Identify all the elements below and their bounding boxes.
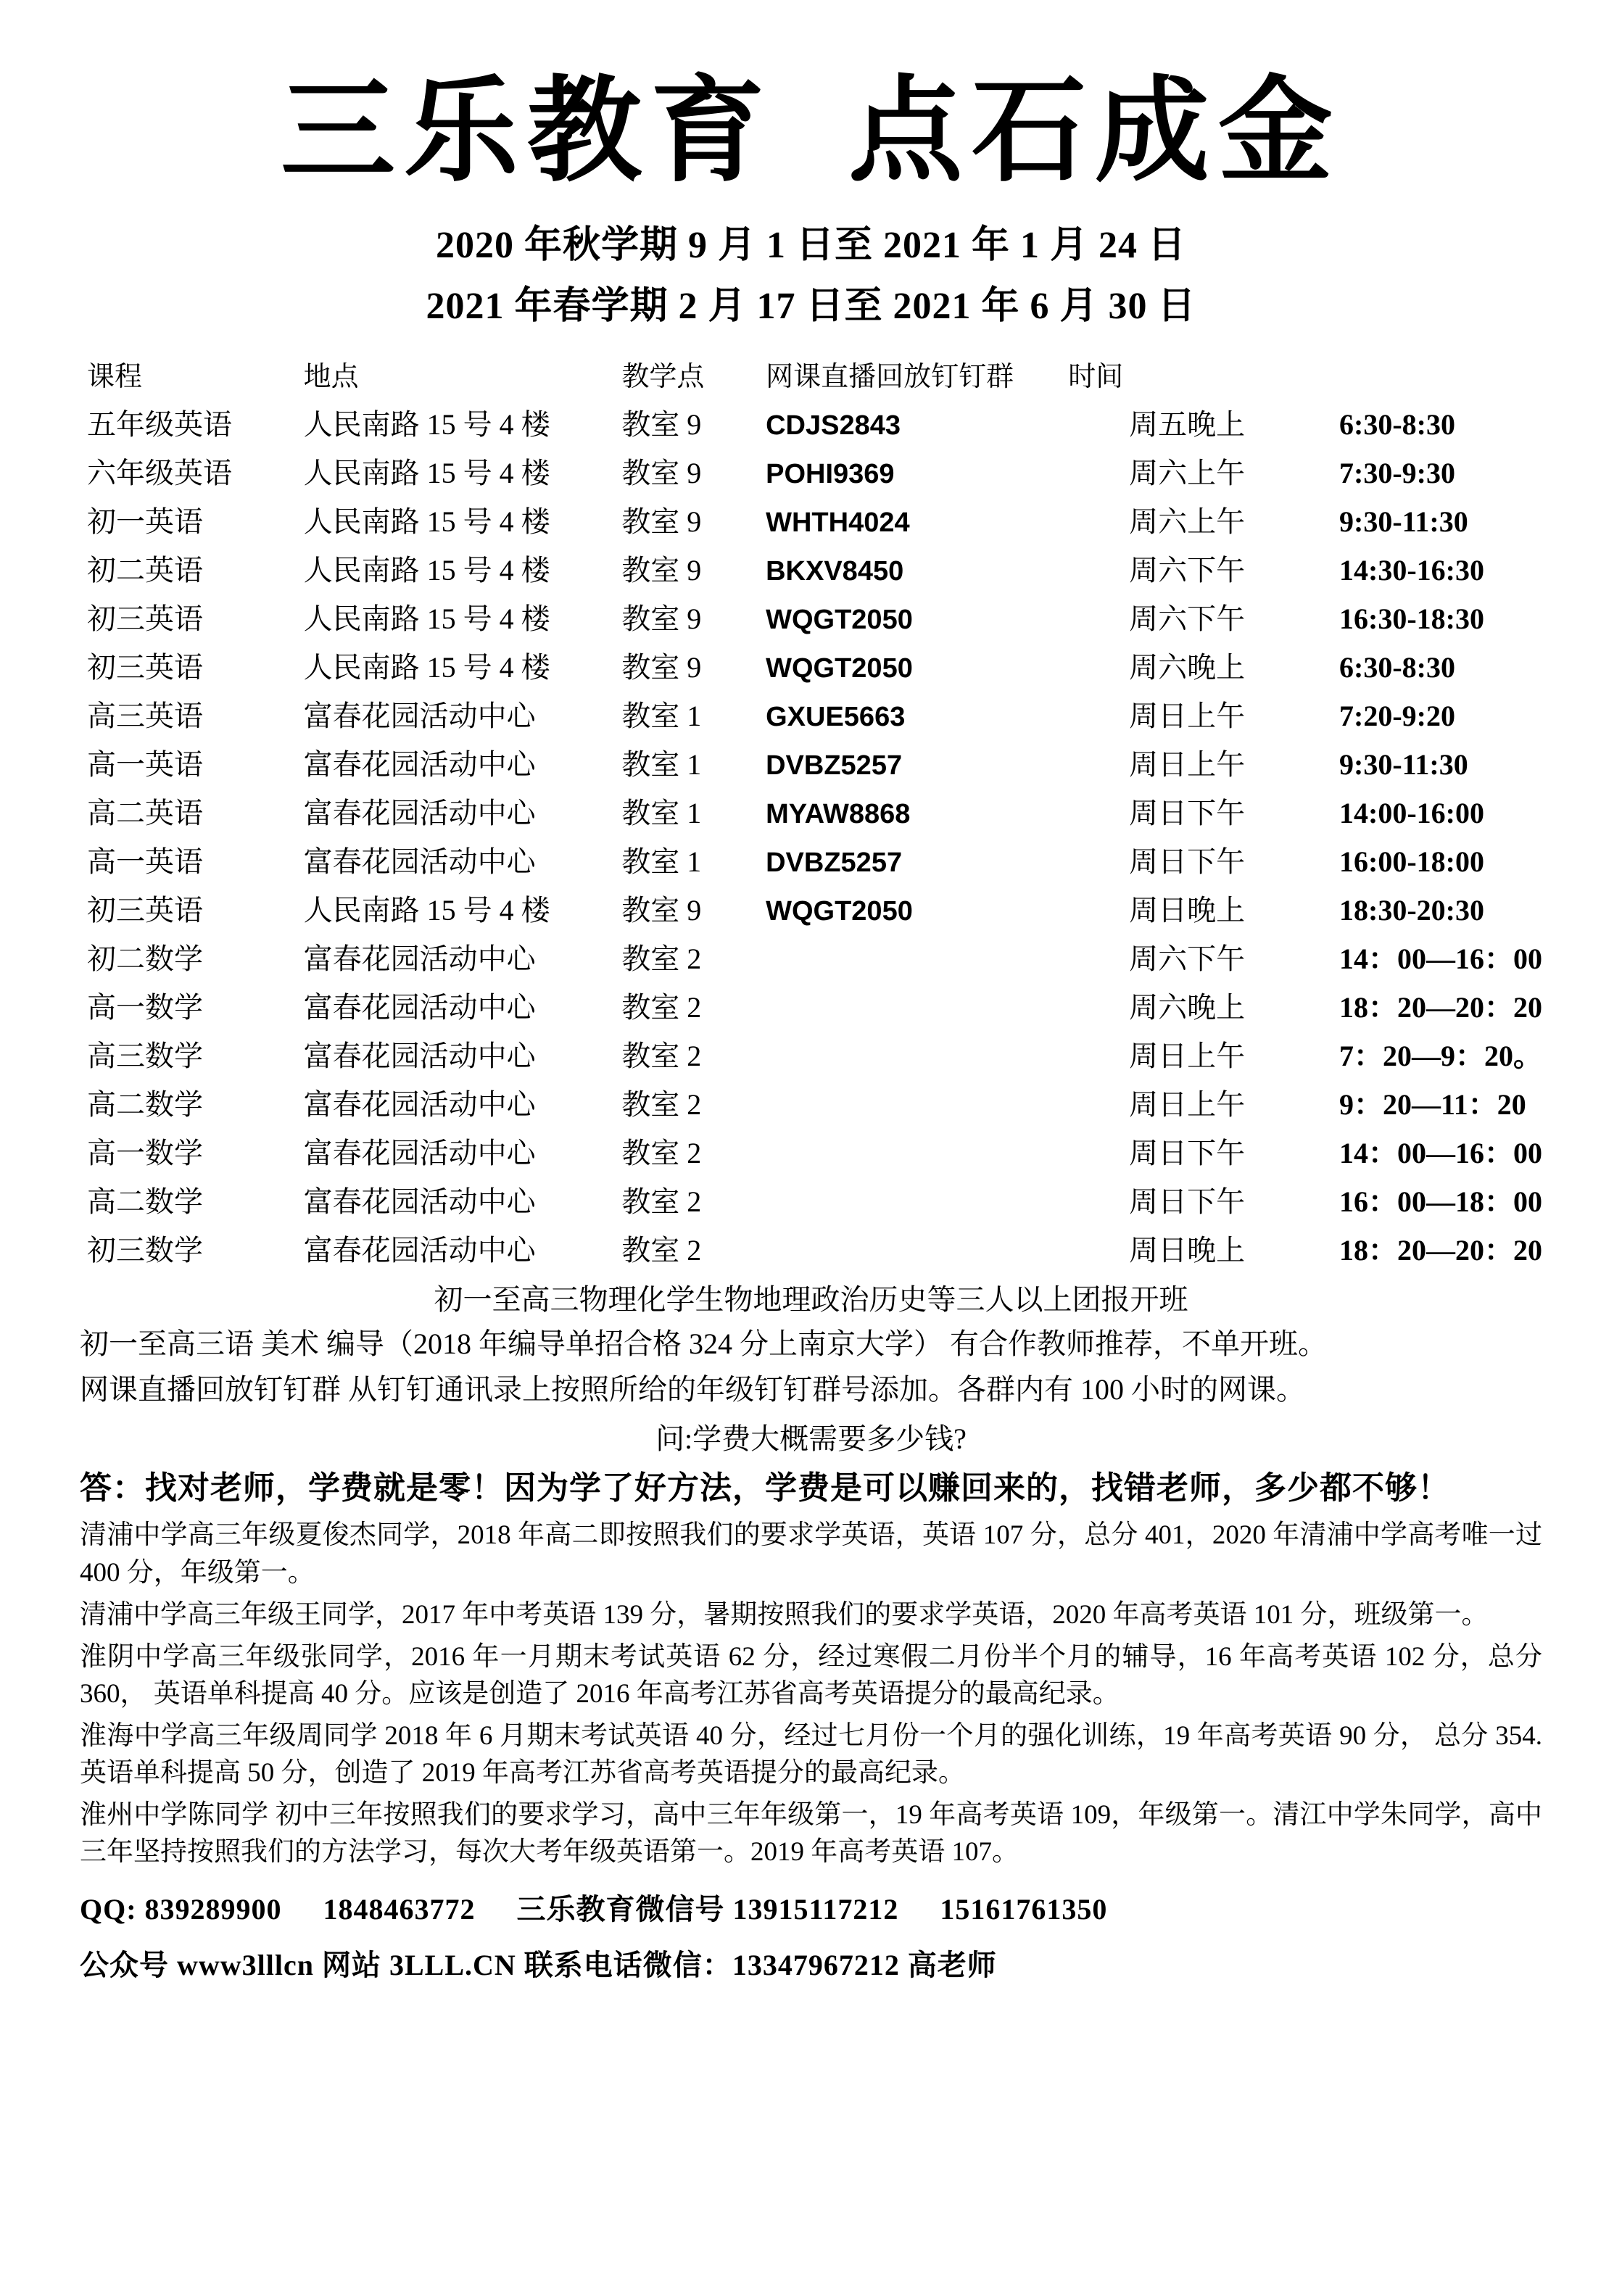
cell-time: 16:00-18:00 [1339,845,1484,878]
cell-room: 教室 1 [621,747,702,781]
testimonial-2: 清浦中学高三年级王同学，2017 年中考英语 139 分，暑期按照我们的要求学英语，2020 年高考英语 101 分，班级第一。 [80,1599,1489,1630]
cell-course: 初一英语 [87,505,203,538]
header-place: 地点 [303,361,359,392]
cell-room: 教室 9 [621,553,702,587]
wechat-label: 三乐教育微信号 [516,1892,725,1926]
cell-place: 富春花园活动中心 [303,1185,536,1218]
cell-day: 周六上午 [1129,456,1246,489]
table-row [80,544,1542,592]
table-row [80,1127,1542,1175]
cell-group: WQGT2050 [766,895,913,927]
cell-group: CDJS2843 [766,410,901,441]
cell-group: WHTH4024 [766,507,910,538]
cell-group: GXUE5663 [766,701,906,732]
testimonial-1: 清浦中学高三年级夏俊杰同学，2018 年高二即按照我们的要求学英语，英语 107 分，总分 401，2020 年清浦中学高考唯一过 400 分，年级第一。 [80,1520,1542,1588]
cell-course: 高一英语 [87,747,203,781]
cell-place: 富春花园活动中心 [303,1039,536,1072]
website-value: 3LLL.CN [389,1948,516,1981]
cell-place: 人民南路 15 号 4 楼 [303,602,550,635]
qq-number-2: 1848463772 [323,1892,476,1926]
cell-day: 周日下午 [1129,1185,1246,1218]
cell-place: 富春花园活动中心 [303,747,536,781]
cell-day: 周六上午 [1129,505,1246,538]
contact-line-2 [80,1942,1542,1984]
cell-course: 高一数学 [87,990,203,1024]
cell-course: 初三英语 [87,650,203,684]
table-row [80,981,1542,1029]
cell-day: 周日下午 [1129,1136,1246,1169]
header-group: 网课直播回放钉钉群 [766,361,1014,392]
faq-answer: 答：找对老师，学费就是零！因为学了好方法，学费是可以赚回来的，找错老师，多少都不够！ [80,1470,1450,1507]
cell-place: 人民南路 15 号 4 楼 [303,505,550,538]
faq-question: 问:学费大概需要多少钱? [655,1422,967,1456]
testimonial-4: 淮海中学高三年级周同学 2018 年 6 月期末考试英语 40 分，经过七月份一个月的强化训练，19 年高考英语 90 分， 总分 354. 英语单科提高 50 分，创造了 2019 年高考江苏省高考英语提分的最高纪录。 [80,1720,1542,1788]
cell-time: 6:30-8:30 [1339,407,1455,441]
cell-day: 周六下午 [1129,602,1246,635]
cell-room: 教室 1 [621,796,702,829]
cell-course: 初三英语 [87,602,203,635]
table-row [80,495,1542,544]
cell-place: 富春花园活动中心 [303,699,536,732]
table-row [80,787,1542,835]
table-row [80,1078,1542,1127]
table-row [80,447,1542,495]
cell-group: DVBZ5257 [766,750,903,781]
cell-time: 16:30-18:30 [1339,602,1484,635]
cell-room: 教室 9 [621,456,702,489]
table-row [80,835,1542,884]
cell-place: 富春花园活动中心 [303,1087,536,1121]
cell-group: BKXV8450 [766,555,904,587]
cell-course: 高二英语 [87,796,203,829]
table-row [80,932,1542,981]
class-schedule-table [80,351,1542,1272]
table-body [80,398,1542,1272]
cell-place: 富春花园活动中心 [303,1233,536,1267]
official-account-label: 公众号 [80,1948,169,1981]
cell-place: 富春花园活动中心 [303,796,536,829]
cell-time: 14:30-16:30 [1339,553,1484,587]
cell-group: DVBZ5257 [766,847,903,878]
header-time: 时间 [1068,361,1124,392]
table-row [80,1029,1542,1078]
table-row [80,641,1542,689]
cell-room: 教室 1 [621,699,702,732]
cell-day: 周日上午 [1129,1039,1246,1072]
cell-place: 富春花园活动中心 [303,990,536,1024]
cell-day: 周六下午 [1129,553,1246,587]
cell-group [766,1029,1068,1078]
table-row [80,689,1542,738]
cell-time: 18：20—20：20 [1339,990,1542,1024]
cell-place: 人民南路 15 号 4 楼 [303,553,550,587]
cell-group [766,1078,1068,1127]
cell-course: 初二数学 [87,942,203,975]
cell-room: 教室 2 [621,942,702,975]
cell-group: MYAW8868 [766,798,911,829]
cell-day: 周日晚上 [1129,893,1246,927]
phone-label: 联系电话微信： [524,1948,732,1981]
cell-time: 14：00—16：00 [1339,942,1542,975]
table-row [80,1224,1542,1272]
cell-place: 人民南路 15 号 4 楼 [303,650,550,684]
cell-time: 7：20—9：20。 [1339,1039,1542,1072]
note-arts: 初一至高三语 美术 编导（2018 年编导单招合格 324 分上南京大学） 有合作教师推荐，不单开班。 [80,1327,1327,1360]
cell-room: 教室 9 [621,407,702,441]
cell-place: 人民南路 15 号 4 楼 [303,407,550,441]
cell-group [766,1175,1068,1224]
header-course: 课程 [87,361,143,392]
cell-day: 周日下午 [1129,845,1246,878]
cell-course: 高一数学 [87,1136,203,1169]
table-header-row [80,351,1542,398]
header-room: 教学点 [621,361,705,392]
wechat-number-2: 15161761350 [940,1892,1108,1926]
cell-time: 6:30-8:30 [1339,650,1455,684]
cell-course: 高一英语 [87,845,203,878]
cell-room: 教室 1 [621,845,702,878]
cell-room: 教室 2 [621,1039,702,1072]
website-label: 网站 [322,1948,381,1981]
testimonial-3: 淮阴中学高三年级张同学，2016 年一月期末考试英语 62 分，经过寒假二月份半个月的辅导，16 年高考英语 102 分，总分 360， 英语单科提高 40 分。应该是创造了 2016 年高考江苏省高考英语提分的最高纪录。 [80,1641,1542,1709]
table-row [80,884,1542,932]
table-row [80,738,1542,787]
table-row [80,398,1542,447]
masthead-title: 三乐教育 点石成金 [281,69,1341,196]
table-row [80,1175,1542,1224]
cell-course: 初二英语 [87,553,203,587]
cell-day: 周五晚上 [1129,407,1246,441]
table-row [80,592,1542,641]
cell-group [766,1224,1068,1272]
cell-group [766,932,1068,981]
cell-course: 高二数学 [87,1087,203,1121]
cell-room: 教室 2 [621,1087,702,1121]
cell-group [766,981,1068,1029]
note-group-class: 初一至高三物理化学生物地理政治历史等三人以上团报开班 [434,1282,1188,1316]
cell-room: 教室 2 [621,990,702,1024]
cell-course: 高三英语 [87,699,203,732]
cell-time: 14:00-16:00 [1339,796,1484,829]
cell-time: 9:30-11:30 [1339,747,1468,781]
cell-room: 教室 2 [621,1185,702,1218]
cell-place: 人民南路 15 号 4 楼 [303,893,550,927]
cell-course: 初三数学 [87,1233,203,1267]
cell-day: 周六下午 [1129,942,1246,975]
cell-time: 16：00—18：00 [1339,1185,1542,1218]
cell-time: 18:30-20:30 [1339,893,1484,927]
cell-place: 富春花园活动中心 [303,845,536,878]
qq-number-1: 839289900 [144,1892,282,1926]
cell-time: 7:30-9:30 [1339,456,1455,489]
cell-course: 初三英语 [87,893,203,927]
cell-day: 周六晚上 [1129,650,1246,684]
cell-course: 高二数学 [87,1185,203,1218]
cell-room: 教室 9 [621,893,702,927]
cell-place: 人民南路 15 号 4 楼 [303,456,550,489]
term-autumn: 2020 年秋学期 9 月 1 日至 2021 年 1 月 24 日 [435,224,1186,266]
cell-day: 周日下午 [1129,796,1246,829]
cell-day: 周六晚上 [1129,990,1246,1024]
cell-room: 教室 9 [621,505,702,538]
cell-room: 教室 2 [621,1233,702,1267]
official-account-value: www3lllcn [177,1948,314,1981]
term-spring: 2021 年春学期 2 月 17 日至 2021 年 6 月 30 日 [426,285,1196,327]
contact-line-1 [80,1886,1542,1928]
cell-time: 18：20—20：20 [1339,1233,1542,1267]
cell-time: 9:30-11:30 [1339,505,1468,538]
cell-day: 周日上午 [1129,1087,1246,1121]
phone-value: 13347967212 [732,1948,900,1981]
cell-group: WQGT2050 [766,604,913,635]
wechat-number-1: 13915117212 [732,1892,899,1926]
cell-place: 富春花园活动中心 [303,942,536,975]
cell-group: WQGT2050 [766,652,913,684]
cell-course: 高三数学 [87,1039,203,1072]
cell-room: 教室 2 [621,1136,702,1169]
teacher-name: 高老师 [907,1948,997,1981]
cell-time: 14：00—16：00 [1339,1136,1542,1169]
header-time-value [1306,351,1542,398]
qq-label: QQ: [80,1892,137,1926]
cell-group: POHI9369 [766,458,895,489]
note-dingtalk: 网课直播回放钉钉群 从钉钉通讯录上按照所给的年级钉钉群号添加。各群内有 100 小时的网课。 [80,1372,1305,1406]
cell-room: 教室 9 [621,602,702,635]
testimonial-5: 淮州中学陈同学 初中三年按照我们的要求学习，高中三年年级第一，19 年高考英语 109，年级第一。清江中学朱同学，高中三年坚持按照我们的方法学习，每次大考年级英语第一。2019 年高考英语 107。 [80,1799,1542,1867]
cell-day: 周日晚上 [1129,1233,1246,1267]
cell-room: 教室 9 [621,650,702,684]
cell-course: 六年级英语 [87,456,232,489]
cell-course: 五年级英语 [87,407,232,441]
cell-time: 9：20—11：20 [1339,1087,1526,1121]
cell-group [766,1127,1068,1175]
cell-day: 周日上午 [1129,747,1246,781]
cell-place: 富春花园活动中心 [303,1136,536,1169]
cell-time: 7:20-9:20 [1339,699,1455,732]
cell-day: 周日上午 [1129,699,1246,732]
